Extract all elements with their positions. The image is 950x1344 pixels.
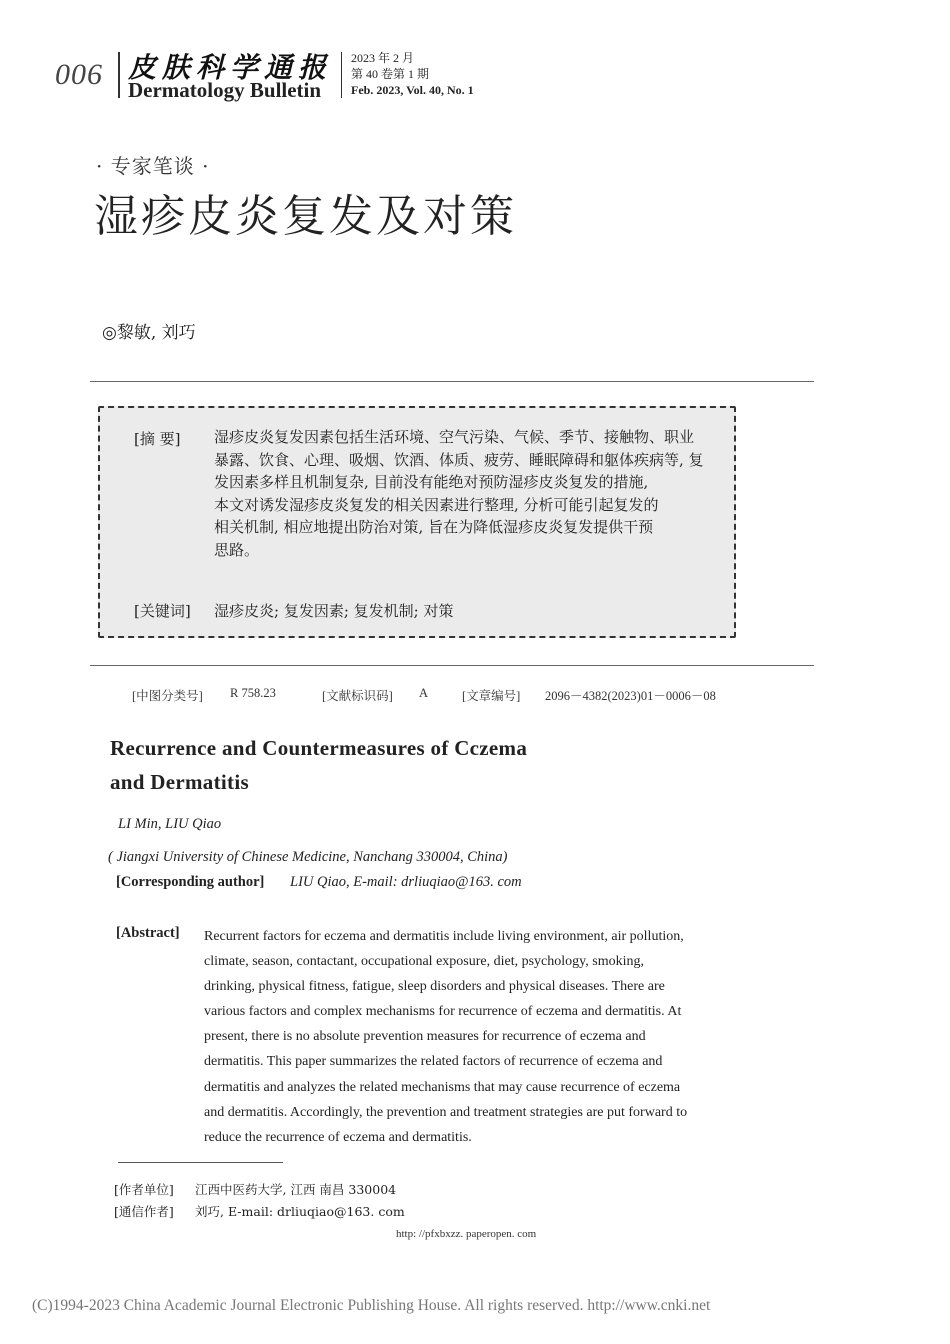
- author-unit-label: [作者单位]: [114, 1182, 174, 1197]
- rule-top: [90, 381, 814, 382]
- page-number: 006: [55, 58, 103, 91]
- corr-author-label: [通信作者]: [114, 1204, 174, 1219]
- clc-value: R 758.23: [230, 686, 276, 700]
- article-title-en: [110, 731, 527, 799]
- article-no-label: [文章编号]: [462, 689, 521, 703]
- abstract-cn-text: [214, 426, 712, 562]
- footnote-rule: [118, 1162, 283, 1163]
- copyright-line: (C)1994-2023 China Academic Journal Electronic Publishing House. All rights reserved. http://www.cnki.net: [32, 1297, 711, 1314]
- issue-volume-en: Feb. 2023, Vol. 40, No. 1: [351, 83, 474, 97]
- abstract-cn-line: 思路。: [214, 540, 260, 559]
- corr-author-value: 刘巧, E-mail: drliuqiao@163. com: [195, 1204, 405, 1219]
- abstract-en-line: Recurrent factors for eczema and dermatitis include living environment, air pollution,: [204, 929, 684, 944]
- clc-label: [中图分类号]: [132, 689, 203, 703]
- issue-date-cn: 2023 年 2 月: [351, 51, 415, 65]
- abstract-cn-box: [98, 406, 736, 638]
- rule-bottom: [90, 665, 814, 666]
- issue-info: [351, 50, 474, 98]
- doc-code-label: [文献标识码]: [322, 689, 393, 703]
- author-unit-value: 江西中医药大学, 江西 南昌 330004: [195, 1182, 397, 1197]
- abstract-en-line: dermatitis and analyzes the related mechanisms that may cause recurrence of eczema: [204, 1079, 681, 1095]
- article-title-en-line1: Recurrence and Countermeasures of Cczema: [110, 736, 528, 760]
- article-title-cn: 湿疹皮炎复发及对策: [94, 191, 517, 242]
- journal-title-cn: 皮肤科学通报: [128, 51, 333, 84]
- authors-cn: ◎黎敏, 刘巧: [102, 323, 196, 343]
- abstract-en-line: present, there is no absolute prevention measures for recurrence of eczema and: [204, 1029, 646, 1045]
- abstract-en-line: and dermatitis. Accordingly, the prevention and treatment strategies are put forward to: [204, 1104, 688, 1120]
- doc-code-value: A: [419, 686, 429, 700]
- authors-en: LI Min, LIU Qiao: [118, 816, 222, 832]
- abstract-en-line: drinking, physical fitness, fatigue, sleep disorders and physical diseases. There are: [204, 979, 665, 995]
- corresponding-author-value: LIU Qiao, E-mail: drliuqiao@163. com: [290, 874, 522, 890]
- header-divider-2: [341, 52, 342, 98]
- journal-url[interactable]: http: //pfxbxzz. paperopen. com: [396, 1228, 537, 1240]
- abstract-cn-line: 相关机制, 相应地提出防治对策, 旨在为降低湿疹皮炎复发提供干预: [214, 518, 654, 537]
- abstract-cn-label: [摘 要]: [134, 430, 181, 448]
- keywords-cn: 湿疹皮炎; 复发因素; 复发机制; 对策: [214, 602, 454, 620]
- abstract-cn-line: 发因素多样且机制复杂, 目前没有能绝对预防湿疹皮炎复发的措施,: [214, 473, 649, 492]
- affiliation-en: ( Jiangxi University of Chinese Medicine, Nanchang 330004, China): [108, 849, 508, 865]
- article-title-en-line2: and Dermatitis: [110, 770, 249, 794]
- abstract-cn-line: 本文对诱发湿疹皮炎复发的相关因素进行整理, 分析可能引起复发的: [214, 495, 659, 514]
- abstract-cn-line: 暴露、饮食、心理、吸烟、饮酒、体质、疲劳、睡眠障碍和躯体疾病等, 复: [214, 450, 704, 469]
- column-label: · 专家笔谈 ·: [96, 154, 210, 178]
- abstract-cn-line: 湿疹皮炎复发因素包括生活环境、空气污染、气候、季节、接触物、职业: [214, 428, 695, 446]
- abstract-en-label: [Abstract]: [116, 925, 180, 941]
- keywords-cn-label: [关键词]: [134, 602, 191, 620]
- abstract-en-text: [204, 924, 776, 1150]
- issue-volume-cn: 第 40 卷第 1 期: [351, 67, 430, 81]
- abstract-en-line: climate, season, contactant, occupational exposure, diet, psychology, smoking,: [204, 954, 644, 970]
- header-divider: [118, 52, 120, 98]
- abstract-en-line: reduce the recurrence of eczema and dermatitis.: [204, 1129, 472, 1145]
- abstract-en-line: dermatitis. This paper summarizes the related factors of recurrence of eczema and: [204, 1054, 663, 1070]
- journal-title-en: Dermatology Bulletin: [128, 78, 322, 102]
- abstract-en-line: various factors and complex mechanisms for recurrence of eczema and dermatitis. At: [204, 1004, 682, 1020]
- corresponding-author-label: [Corresponding author]: [116, 874, 265, 890]
- corresponding-author-en: [116, 874, 522, 891]
- article-no-value: 2096－4382(2023)01－0006－08: [545, 689, 716, 703]
